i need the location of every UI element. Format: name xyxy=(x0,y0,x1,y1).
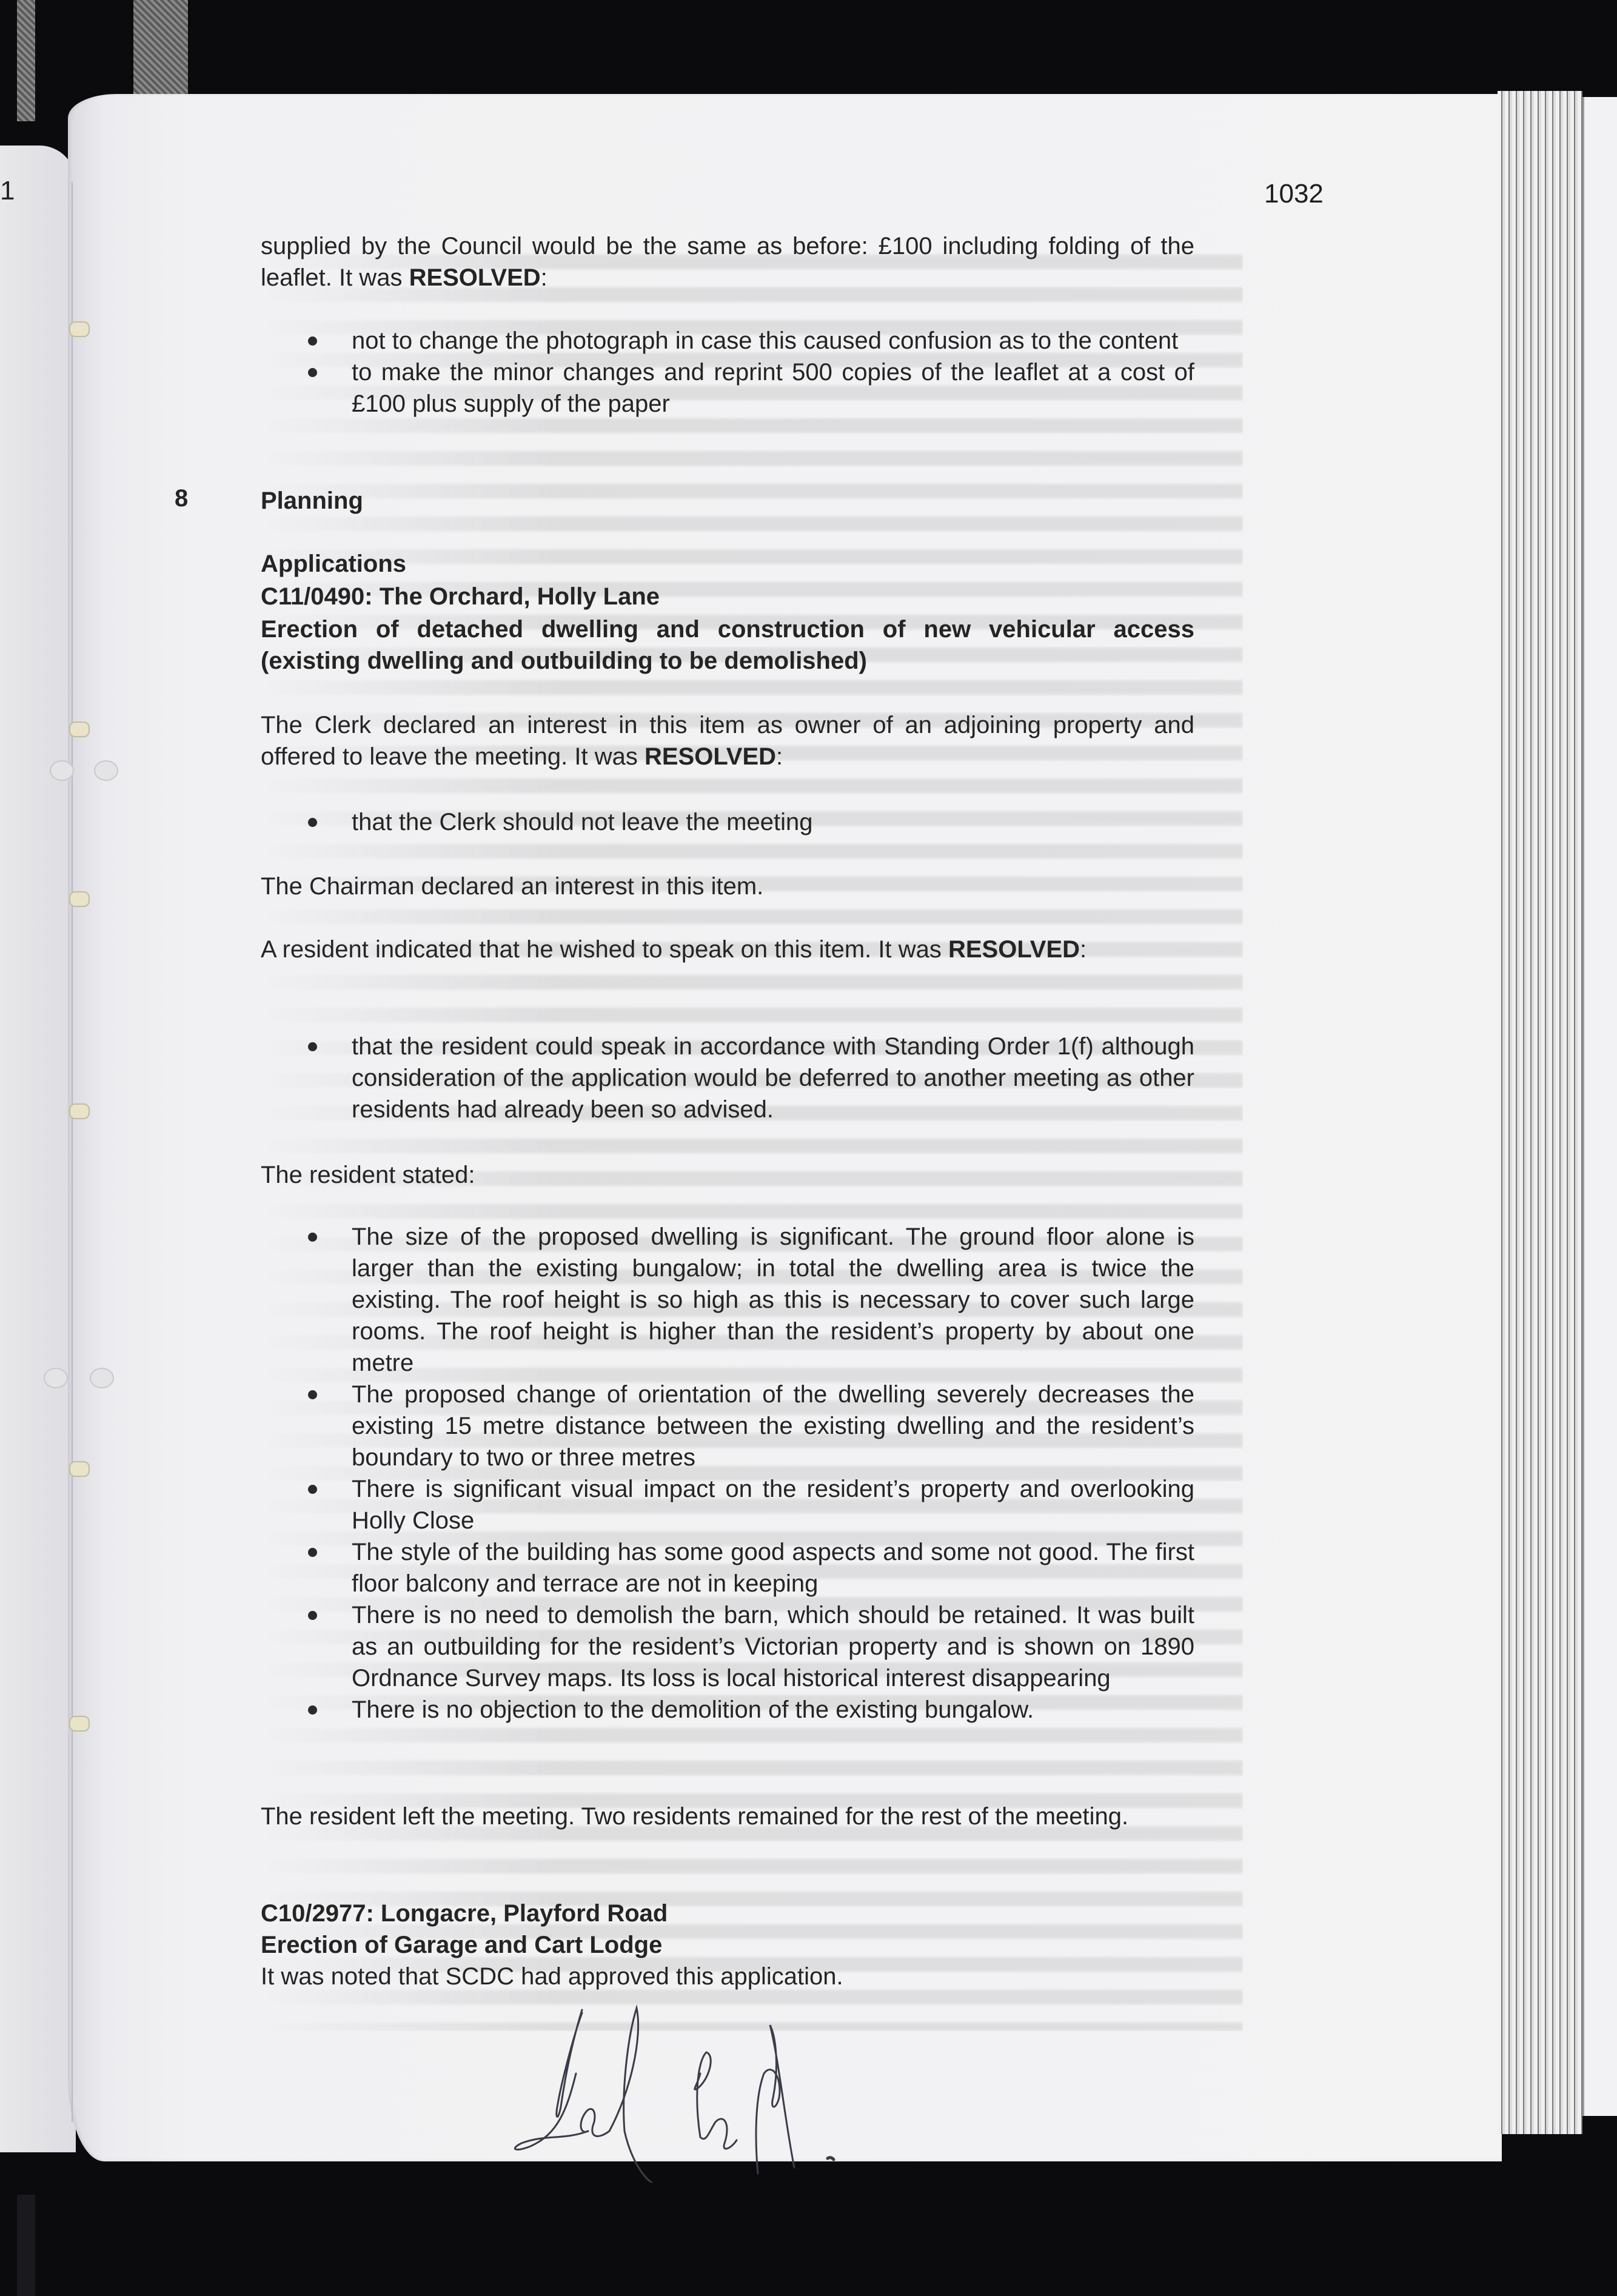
bullet-icon xyxy=(308,1390,317,1399)
list-item xyxy=(261,1536,1194,1599)
signature-stroke xyxy=(515,2010,588,2149)
bullet-icon xyxy=(308,336,317,346)
approval-note: It was noted that SCDC had approved this application. xyxy=(261,1963,843,1990)
bullet-icon xyxy=(308,818,317,827)
list-item-text: that the resident could speak in accordance with Standing Order 1(f) although consideration of the application would be deferred to another meeting as other residents had already been so advised. xyxy=(352,1033,1194,1123)
bullet-icon xyxy=(308,1548,317,1557)
section-title: Planning xyxy=(261,487,363,514)
application-reference: C11/0490: The Orchard, Holly Lane xyxy=(261,583,660,610)
resolved-colon: : xyxy=(540,264,547,291)
page-gutter xyxy=(72,182,73,2122)
binding-ring xyxy=(69,1716,90,1732)
resolved-label: RESOLVED xyxy=(409,264,541,291)
binding-ring xyxy=(69,721,90,737)
binding-ring xyxy=(69,891,90,907)
previous-page-number: 1 xyxy=(0,176,15,206)
list-item xyxy=(261,1599,1194,1694)
clerk-resolution-list xyxy=(261,806,1194,838)
chairman-interest-paragraph: The Chairman declared an interest in this item. xyxy=(261,873,764,900)
resolved-label: RESOLVED xyxy=(948,936,1080,963)
binding-ring xyxy=(69,1103,90,1119)
clerk-interest-paragraph xyxy=(261,709,1194,772)
binding-ring xyxy=(69,321,90,337)
list-item xyxy=(261,356,1194,420)
list-item xyxy=(261,325,1194,356)
bullet-icon xyxy=(308,1611,317,1620)
signature-stroke xyxy=(828,2158,834,2160)
binder-strap xyxy=(17,0,35,121)
list-item xyxy=(261,1031,1194,1125)
list-item-text: that the Clerk should not leave the meeting xyxy=(352,809,813,835)
previous-page-edge xyxy=(0,146,76,2152)
bullet-icon xyxy=(308,1233,317,1242)
bullet-icon xyxy=(308,368,317,377)
intro-resolution-list xyxy=(261,325,1194,420)
list-item xyxy=(261,1379,1194,1473)
list-item xyxy=(261,1221,1194,1379)
resident-request-paragraph xyxy=(261,934,1194,965)
punch-hole xyxy=(44,1368,68,1388)
application-description: Erection of Garage and Cart Lodge xyxy=(261,1932,663,1958)
list-item-text: The proposed change of orientation of the dwelling severely decreases the existing 15 metre distance between the existing dwelling and the resident’s boundary to two or three metres xyxy=(352,1381,1194,1471)
resident-resolution-list xyxy=(261,1031,1194,1125)
agenda-item-number: 8 xyxy=(175,485,189,512)
intro-paragraph xyxy=(261,230,1194,293)
resolved-label: RESOLVED xyxy=(644,743,777,770)
applications-heading: Applications xyxy=(261,551,407,577)
resolved-colon: : xyxy=(1080,936,1087,963)
resident-stated-label: The resident stated: xyxy=(261,1162,475,1188)
resident-left-paragraph: The resident left the meeting. Two residents remained for the rest of the meeting. xyxy=(261,1803,1129,1830)
application-reference: C10/2977: Longacre, Playford Road xyxy=(261,1900,668,1927)
binder-strap xyxy=(17,2195,35,2296)
list-item xyxy=(261,1694,1194,1725)
signature-stroke xyxy=(756,2025,794,2174)
list-item-text: to make the minor changes and reprint 500 copies of the leaflet at a cost of £100 plus supply of the paper xyxy=(352,359,1194,417)
intro-text: supplied by the Council would be the same as before: £100 including folding of the leaflet. It was xyxy=(261,233,1194,291)
application-description: Erection of detached dwelling and construction of new vehicular access (existing dwelling and outbuilding to be demolished) xyxy=(261,616,1194,674)
resolved-colon: : xyxy=(776,743,783,770)
list-item-text: There is no objection to the demolition of the existing bungalow. xyxy=(352,1696,1034,1723)
list-item xyxy=(261,1473,1194,1536)
resident-request-text: A resident indicated that he wished to speak on this item. It was xyxy=(261,936,948,963)
page-number: 1032 xyxy=(1264,179,1324,209)
list-item-text: not to change the photograph in case this caused confusion as to the content xyxy=(352,327,1179,354)
bullet-icon xyxy=(308,1042,317,1051)
bullet-icon xyxy=(308,1705,317,1715)
signature-stroke xyxy=(581,2008,652,2183)
list-item-text: The style of the building has some good aspects and some not good. The first floor balcony and terrace are not in keeping xyxy=(352,1539,1194,1597)
binding-ring xyxy=(69,1461,90,1477)
punch-hole xyxy=(90,1368,114,1388)
list-item-text: There is no need to demolish the barn, which should be retained. It was built as an outbuilding for the resident’s Victorian property and is shown on 1890 Ordnance Survey maps. Its loss is local historical interest disappearing xyxy=(352,1602,1194,1692)
next-page-edge xyxy=(1582,97,1617,2116)
bullet-icon xyxy=(308,1485,317,1494)
list-item-text: The size of the proposed dwelling is significant. The ground floor alone is larger than the existing bungalow; in total the dwelling area is twice the existing. The roof height is so high as this is necessary to cover such large rooms. The roof height is higher than the resident’s property by about one metre xyxy=(352,1223,1194,1376)
punch-hole xyxy=(94,760,118,781)
resident-statements-list xyxy=(261,1221,1194,1725)
signature-stroke xyxy=(695,2052,737,2149)
punch-hole xyxy=(50,760,74,781)
list-item-text: There is significant visual impact on the resident’s property and overlooking Holly Close xyxy=(352,1476,1194,1534)
clerk-interest-text: The Clerk declared an interest in this item as owner of an adjoining property and offered to leave the meeting. It was xyxy=(261,712,1194,770)
handwritten-signature xyxy=(497,2001,1225,2183)
page-stack-edges xyxy=(1498,91,1582,2134)
list-item xyxy=(261,806,1194,838)
